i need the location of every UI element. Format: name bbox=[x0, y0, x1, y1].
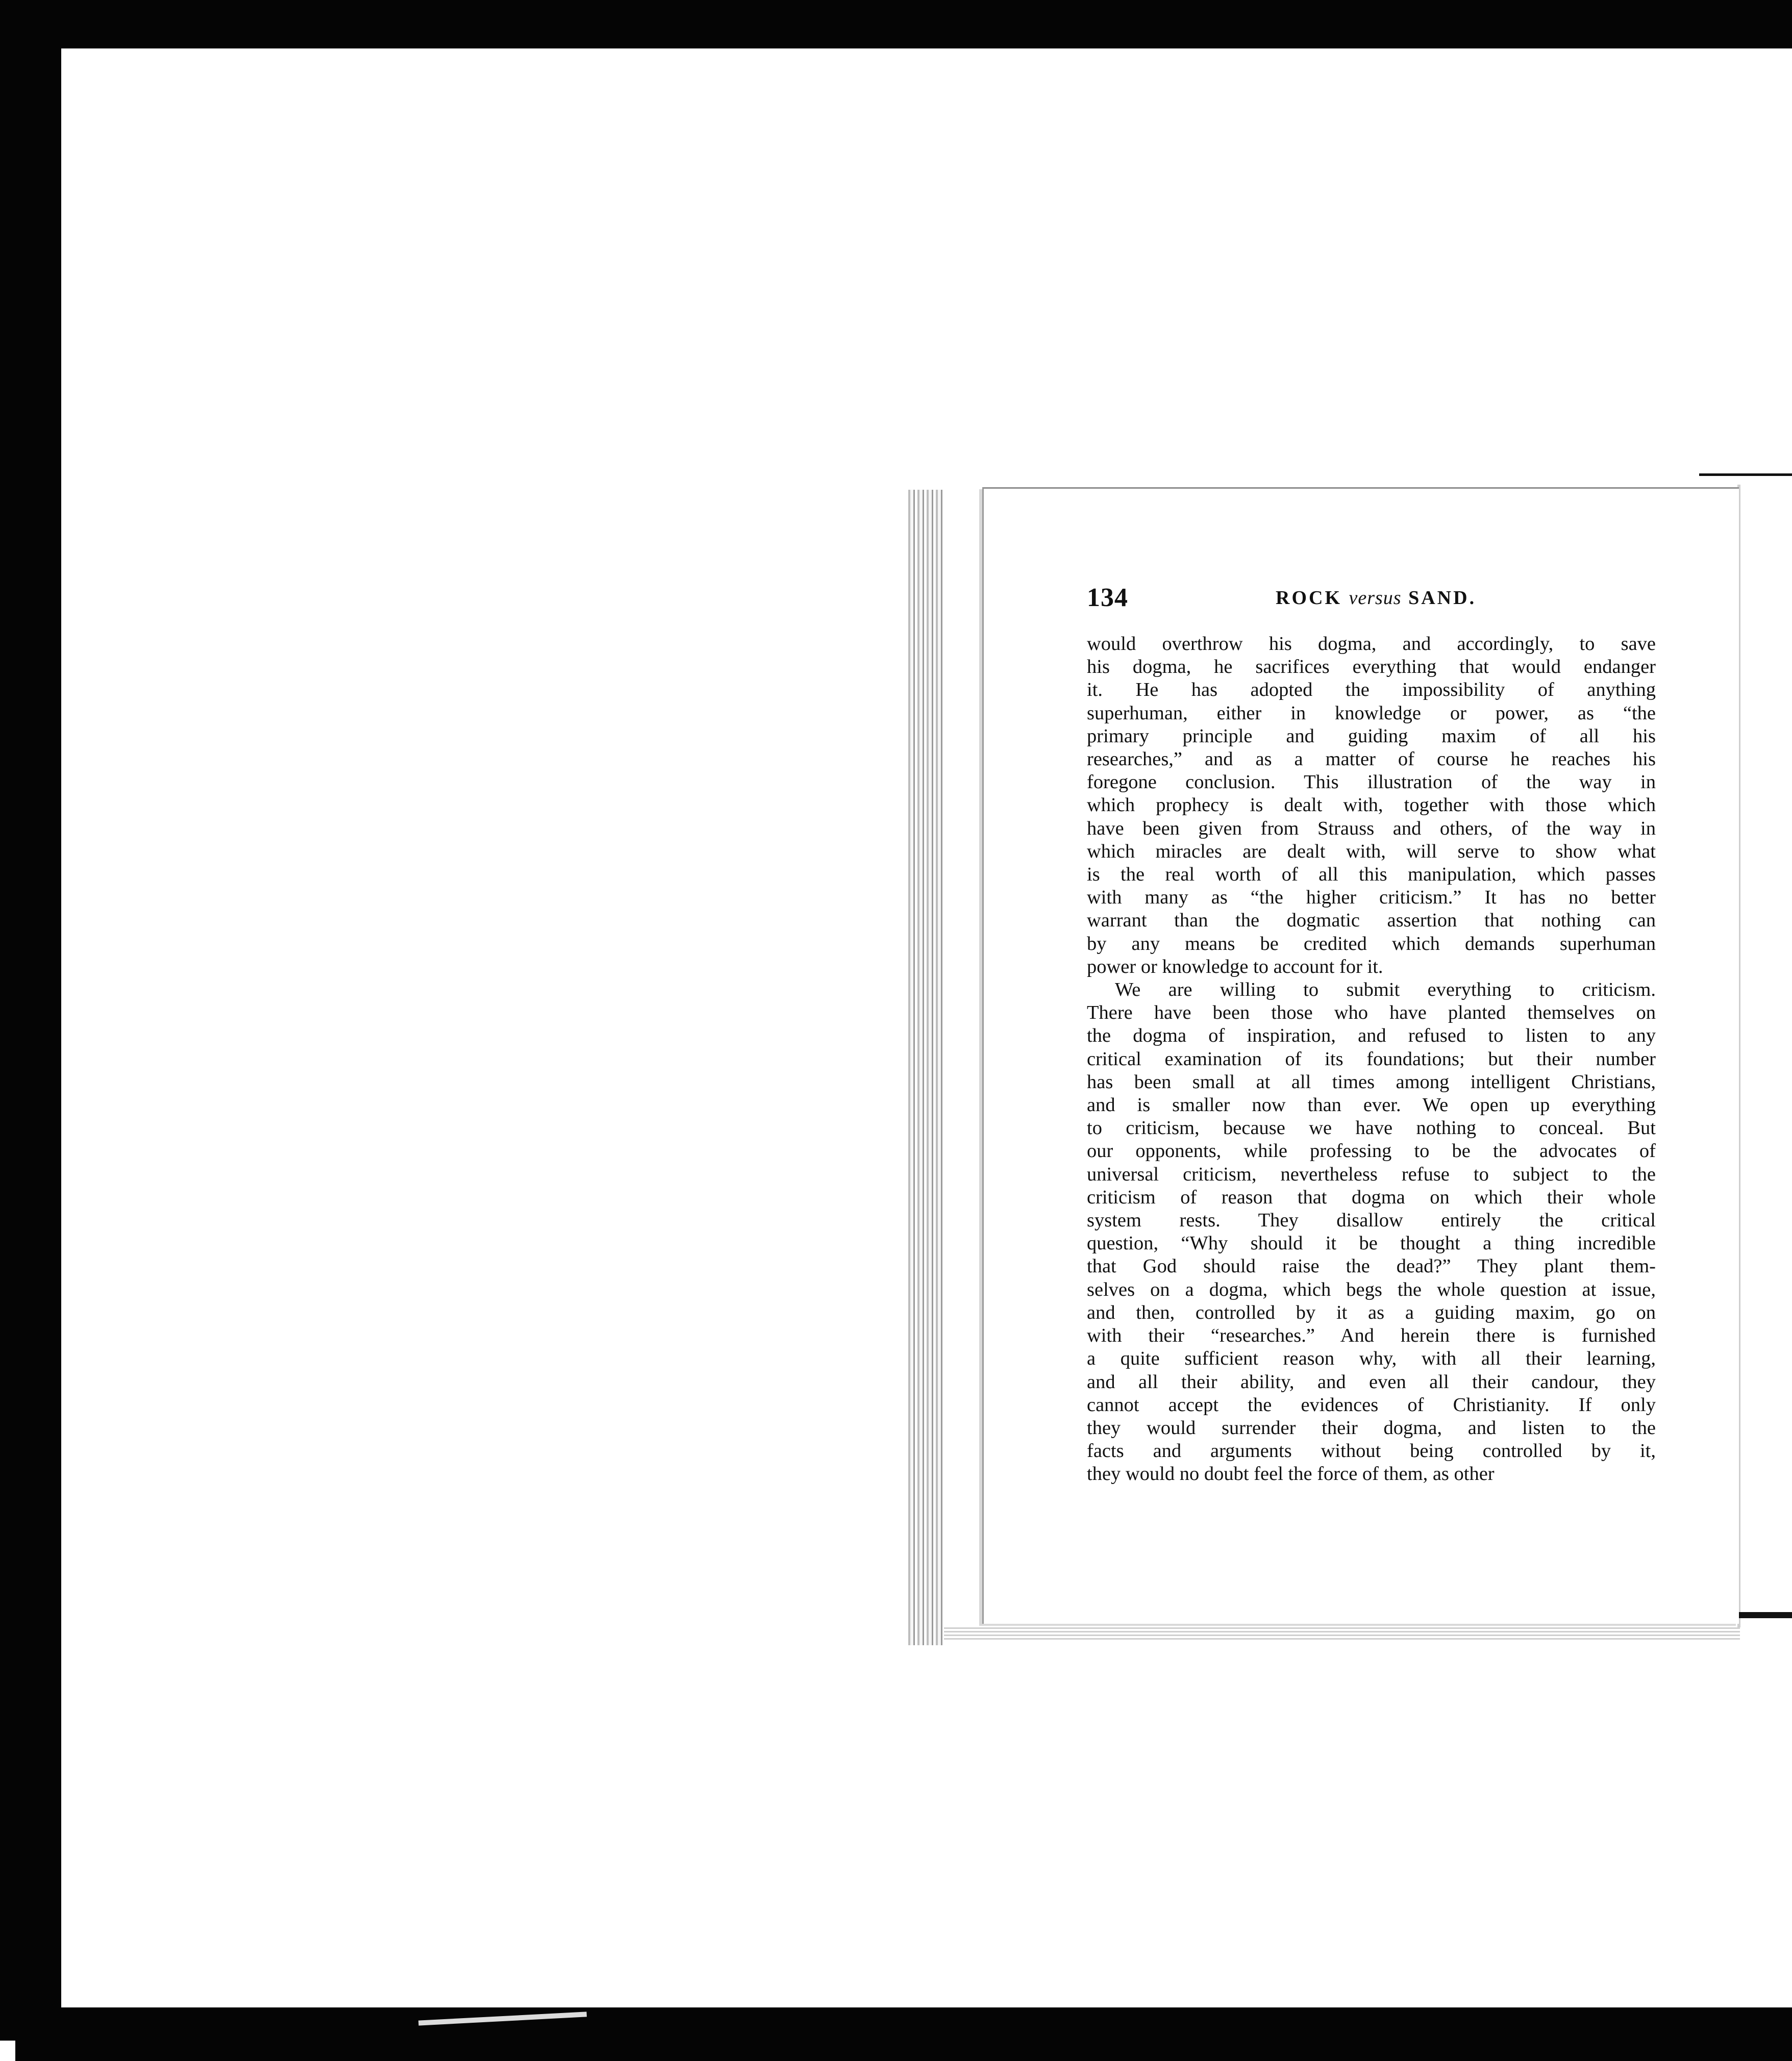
film-border-bottom bbox=[0, 2007, 1792, 2061]
text-line: critical examination of its foundations; but their number bbox=[1087, 1048, 1656, 1070]
film-border-left bbox=[0, 0, 61, 2061]
paragraph bbox=[1087, 633, 1656, 978]
text-line: it. He has adopted the impossibility of anything bbox=[1087, 679, 1656, 701]
text-line: question, “Why should it be thought a thing incredible bbox=[1087, 1233, 1656, 1254]
book-right-cover-bottom bbox=[1732, 1612, 1792, 1618]
body-text bbox=[1087, 633, 1656, 1486]
text-line: they would no doubt feel the force of them, as other bbox=[1087, 1463, 1495, 1485]
text-line: foregone conclusion. This illustration of the way in bbox=[1087, 771, 1656, 793]
running-head-italic: versus bbox=[1349, 587, 1402, 609]
text-line: researches,” and as a matter of course he reaches his bbox=[1087, 748, 1656, 770]
text-line: is the real worth of all this manipulation, which passes bbox=[1087, 864, 1656, 886]
paragraph bbox=[1087, 978, 1656, 1486]
text-line: our opponents, while professing to be the advocates of bbox=[1087, 1140, 1656, 1162]
text-line: power or knowledge to account for it. bbox=[1087, 956, 1383, 977]
running-head-left: ROCK bbox=[1276, 587, 1342, 609]
text-line: primary principle and guiding maxim of all his bbox=[1087, 725, 1656, 747]
text-line: the dogma of inspiration, and refused to listen to any bbox=[1087, 1025, 1656, 1047]
text-line: which miracles are dealt with, will serve to show what bbox=[1087, 840, 1656, 862]
text-line: his dogma, he sacrifices everything that would endanger bbox=[1087, 656, 1656, 678]
text-line: selves on a dogma, which begs the whole question at issue, bbox=[1087, 1278, 1656, 1300]
text-line: criticism of reason that dogma on which their whole bbox=[1087, 1186, 1656, 1208]
text-line: facts and arguments without being controlled by it, bbox=[1087, 1440, 1656, 1462]
text-line: We are willing to submit everything to criticism. bbox=[1115, 979, 1656, 1001]
text-line: superhuman, either in knowledge or power, as “the bbox=[1087, 702, 1656, 724]
running-head-right: SAND. bbox=[1408, 587, 1477, 609]
text-line: a quite sufficient reason why, with all their learning, bbox=[1087, 1348, 1656, 1370]
text-line: and is smaller now than ever. We open up everything bbox=[1087, 1094, 1656, 1116]
text-line: cannot accept the evidences of Christianity. If only bbox=[1087, 1394, 1656, 1416]
text-line: with many as “the higher criticism.” It has no better bbox=[1087, 887, 1656, 909]
text-line: and all their ability, and even all their candour, they bbox=[1087, 1371, 1656, 1393]
page-number: 134 bbox=[1087, 583, 1128, 612]
text-line: warrant than the dogmatic assertion that nothing can bbox=[1087, 910, 1656, 932]
text-line: would overthrow his dogma, and accordingly, to save bbox=[1087, 633, 1656, 655]
running-head bbox=[1276, 587, 1476, 609]
text-line: to criticism, because we have nothing to conceal. But bbox=[1087, 1117, 1656, 1139]
text-line: There have been those who have planted themselves on bbox=[1087, 1002, 1656, 1024]
text-line: and then, controlled by it as a guiding maxim, go on bbox=[1087, 1301, 1656, 1323]
text-line: that God should raise the dead?” They plant them- bbox=[1087, 1255, 1656, 1277]
book-page-edges-left bbox=[908, 490, 944, 1645]
text-line: they would surrender their dogma, and listen to the bbox=[1087, 1417, 1656, 1439]
text-line: have been given from Strauss and others, of the way in bbox=[1087, 817, 1656, 839]
text-line: has been small at all times among intelligent Christians, bbox=[1087, 1071, 1656, 1093]
film-corner-notch bbox=[0, 2041, 15, 2061]
text-line: universal criticism, nevertheless refuse to subject to the bbox=[1087, 1163, 1656, 1185]
text-line: system rests. They disallow entirely the critical bbox=[1087, 1210, 1656, 1231]
book-page-edges-bottom bbox=[944, 1627, 1740, 1641]
text-line: which prophecy is dealt with, together with those which bbox=[1087, 794, 1656, 816]
text-line: by any means be credited which demands superhuman bbox=[1087, 933, 1656, 954]
film-border-top bbox=[0, 0, 1792, 48]
book-right-cover-top bbox=[1699, 473, 1792, 485]
book-right-cover bbox=[1737, 477, 1792, 1627]
text-line: with their “researches.” And herein there is furnished bbox=[1087, 1325, 1656, 1347]
